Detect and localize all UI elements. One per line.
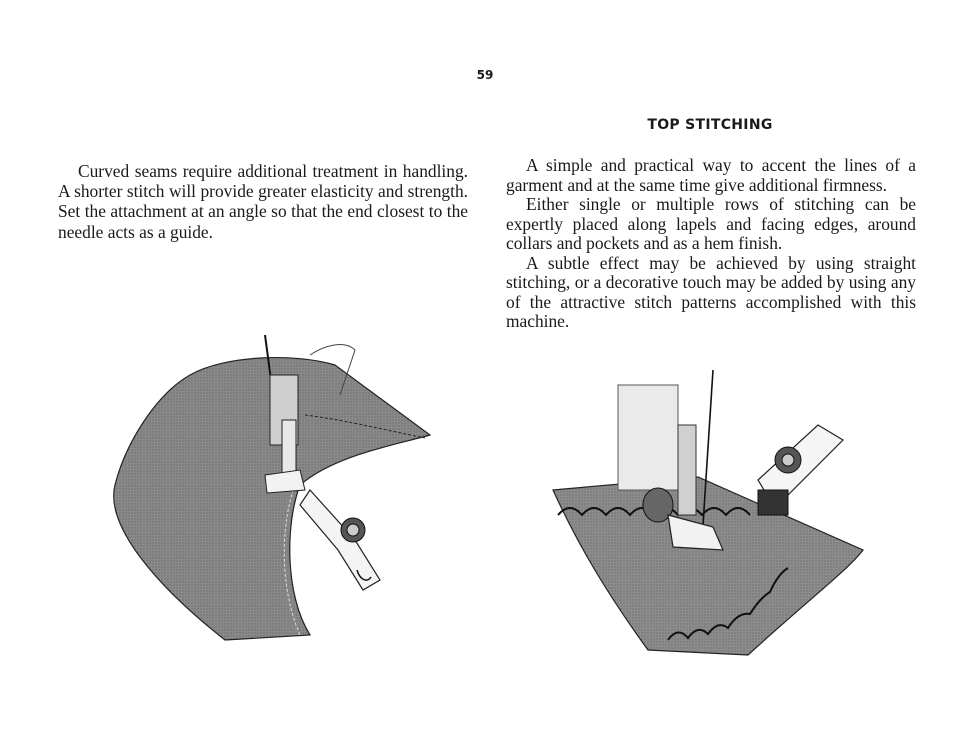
right-column-text [506,156,916,332]
right-paragraph-2: Either single or multiple rows of stitching can be expertly placed along lapels and facing edges, around collars and pockets and as a hem finish. [506,194,916,253]
curved-seam-illustration [95,335,440,645]
left-paragraph: Curved seams require additional treatment in handling. A shorter stitch will provide greater elasticity and strength. Set the attachment at an angle so that the end closest to the needle acts as a guide. [58,161,468,242]
section-heading: TOP STITCHING [647,117,773,133]
top-stitching-illustration [548,365,868,665]
right-paragraph-3: A subtle effect may be achieved by using straight stitching, or a decorative touch may be added by using any of the attractive stitch patterns accomplished with this machine. [506,252,916,331]
page-number: 59 [476,68,494,82]
right-paragraph-1: A simple and practical way to accent the lines of a garment and at the same time give additional firmness. [506,155,916,195]
left-column-text [58,161,468,242]
